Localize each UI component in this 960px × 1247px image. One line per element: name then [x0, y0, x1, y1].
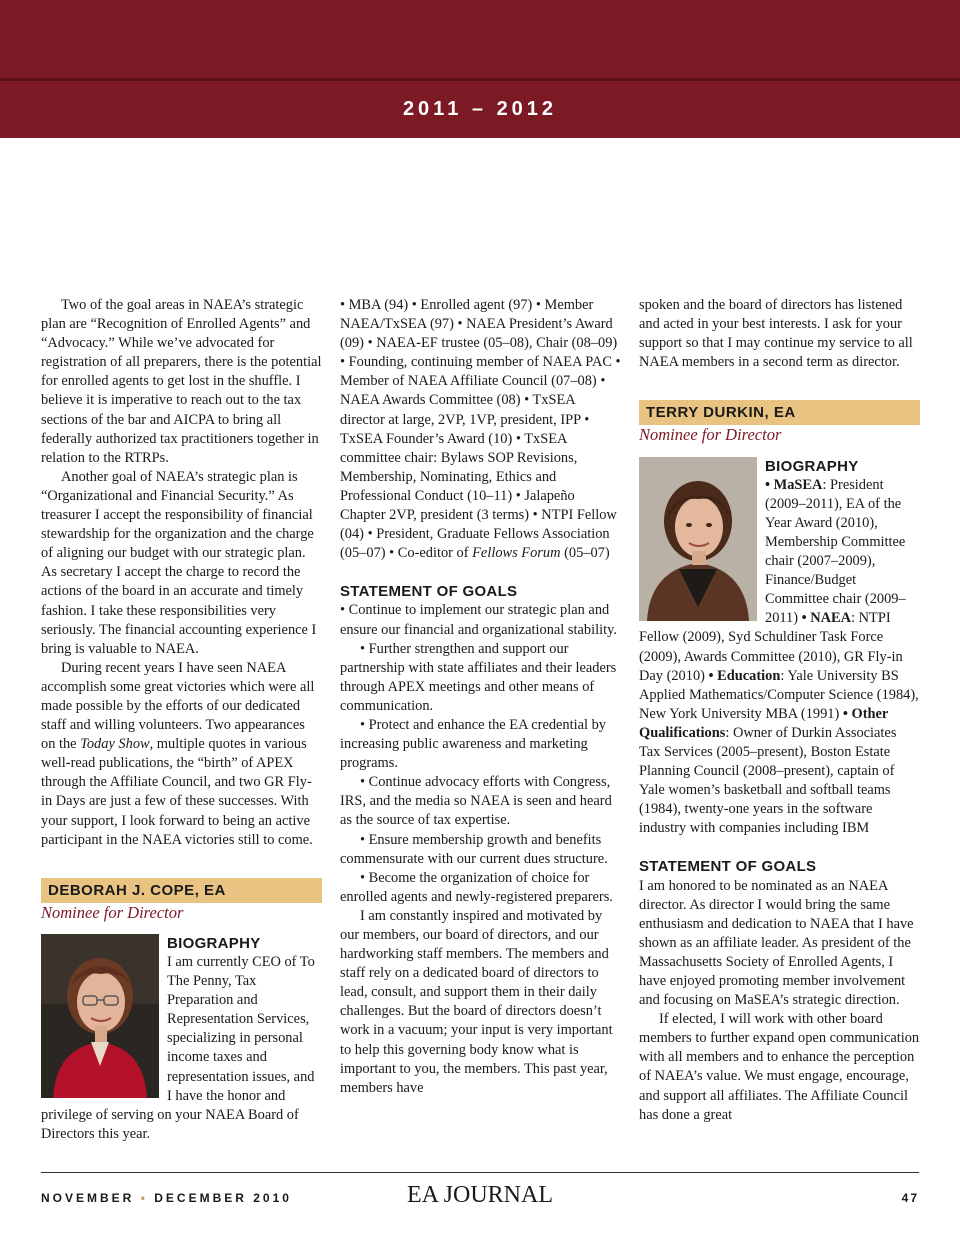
nominee-title: Nominee for Director: [639, 425, 782, 445]
page-number: 47: [901, 1191, 919, 1205]
column-1: [41, 296, 322, 1144]
column-2: [340, 296, 621, 1098]
footer-rule: [41, 1172, 919, 1173]
portrait-photo-durkin: [639, 457, 757, 621]
header-band: [0, 0, 960, 138]
bio-heading: BIOGRAPHY: [167, 934, 261, 952]
goal-item: • Protect and enhance the EA credential by increasing public awareness and marketing programs.: [340, 716, 606, 772]
goals-heading: STATEMENT OF GOALS: [340, 583, 518, 601]
ea-journal-logo: EA JOURNAL: [406, 1182, 553, 1208]
body-paragraph: I am honored to be nominated as an NAEA director. As director I would bring the same enthusiasm and dedication to NAEA that I have shown as an affiliate leader. As president of the Massachusetts Society of Enrolled Agents, I have enjoyed promoting member involvement and focusing on MaSEA’s strategic direction.: [639, 877, 914, 1009]
body-paragraph: Another goal of NAEA’s strategic plan is “Organizational and Financial Security.” As treasurer I accept the responsibility of financial stewardship for the organization and the charge of aligning our budget with our strategic plan. As secretary I accept the charge to record the actions of the board in an accurate and timely fashion. I take these responsibilities very seriously. The financial accounting experience I bring is valuable to NAEA.: [41, 468, 317, 657]
nominee-title: Nominee for Director: [41, 902, 184, 922]
bio-paragraph: BIOGRAPHY • MaSEA: President (2009–2011), EA of the Year Award (2010), Membership Committee chair (2007–2009), Finance/Budget Committee chair (2009–2011) • NAEA: NTPI Fellow (2009), Syd Schuldiner Task Force (2009), Awards Committee (2010), GR Fly-in Day (2010) • Education: Yale University BS Applied Mathematics/Computer Science (1984), New York University MBA (1991) • Other Qualifications: Owner of Durkin Associates Tax Services (2005–present), Boston Estate Planning Council (2008–present), captain of Yale women’s basketball and softball teams (1984), twenty-one years in the software industry with companies including IBM: [639, 457, 919, 837]
issue-date: NOVEMBER • DECEMBER 2010: [41, 1191, 292, 1205]
body-paragraph: Two of the goal areas in NAEA’s strategic plan are “Recognition of Enrolled Agents” and “Advocacy.” While we’ve advocated for registration of all preparers, there is the potential for enrolled agents to get lost in the shuffle. I believe it is imperative to reach out to the tax sections of the bar and AICPA to bring all federally authorized tax practitioners together in relation to the RTRPs.: [41, 297, 322, 466]
goals-heading: STATEMENT OF GOALS: [639, 858, 817, 876]
portrait-cope-image: [41, 934, 159, 1098]
body-paragraph: I am constantly inspired and motivated by our members, our board of directors, and our hardworking staff members. The members and staff rely on a dedicated board of directors to lead, consult, and support them in their daily challenges. But the board of directors doesn’t work in a vacuum; your input is very important to help this governing body know what is important to you, the members. This past year, members have: [340, 907, 613, 1096]
bio-continued: • MBA (94) • Enrolled agent (97) • Member NAEA/TxSEA (97) • NAEA President’s Award (09) • NAEA-EF trustee (05–08), Chair (08–09) • Founding, continuing member of NAEA PAC • Member of NAEA Affiliate Council (07–08) • NAEA Awards Committee (08) • TxSEA director at large, 2VP, 1VP, president, IPP • TxSEA Founder’s Award (10) • TxSEA committee chair: Bylaws SOP Revisions, Membership, Nominating, Ethics and Professional Conduct (10–11) • Jalapeño Chapter 2VP, president (3 terms) • NTPI Fellow (04) • President, Graduate Fellows Association (05–07) • Co-editor of Fellows Forum (05–07): [340, 297, 621, 562]
goal-item: • Continue to implement our strategic plan and ensure our financial and organizational stability.: [340, 602, 617, 638]
column-3: [639, 296, 920, 1125]
body-paragraph: During recent years I have seen NAEA accomplish some great victories which were all made possible by the efforts of our dedicated staff and willing volunteers. Two appearances on the Today Show, multiple quotes in various well-read publications, the “birth” of APEX through the Affiliate Council, and two GR Fly-in Days are just a few of these successes. With your support, I look forward to being an active participant in the NAEA victories still to come.: [41, 659, 315, 848]
bio-block: [41, 934, 322, 1144]
goal-item: • Ensure membership growth and benefits commensurate with our current dues structure.: [340, 831, 608, 867]
goal-item: • Become the organization of choice for enrolled agents and newly-registered preparers.: [340, 869, 613, 905]
bio-block: [639, 457, 920, 839]
portrait-durkin-image: [639, 457, 757, 621]
body-paragraph: If elected, I will work with other board members to further expand open communication with all members and to enhance the perception of NAEA’s value. We must engage, encourage, and support all affiliates. The Affiliate Council has done a great: [639, 1011, 920, 1123]
goal-item: • Further strengthen and support our partnership with state affiliates and their leaders through APEX meetings and other means of communication.: [340, 640, 617, 714]
bio-paragraph: BIOGRAPHY I am currently CEO of To The Penny, Tax Preparation and Representation Services, specializing in personal income taxes and representation issues, and I have the honor and privilege of serving on your NAEA Board of Directors this year.: [41, 934, 322, 1144]
nominee-name-bar: TERRY DURKIN, EA: [639, 400, 920, 425]
body-paragraph: spoken and the board of directors has listened and acted in your best interests. I ask for your support so that I may continue my service to all NAEA members in a second term as director.: [639, 297, 913, 371]
portrait-photo-cope: [41, 934, 159, 1098]
publication-title: Fellows Forum: [472, 545, 561, 562]
issue-year-range: 2011 – 2012: [402, 98, 558, 120]
bio-heading: BIOGRAPHY: [765, 457, 859, 475]
goal-item: • Continue advocacy efforts with Congress, IRS, and the media so NAEA is seen and heard as the source of tax expertise.: [340, 774, 612, 829]
show-title: Today Show: [80, 736, 150, 753]
header-rule: [0, 78, 960, 81]
nominee-name-bar: DEBORAH J. COPE, EA: [41, 878, 322, 903]
